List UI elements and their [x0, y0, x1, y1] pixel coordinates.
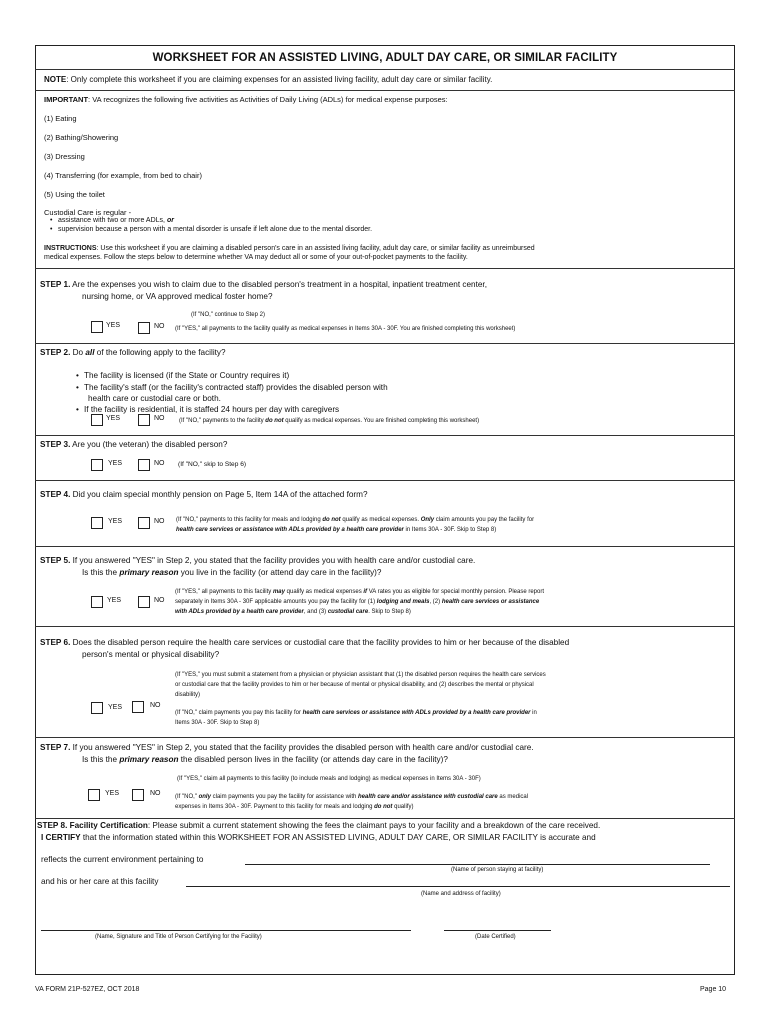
instructions-text: medical expenses. Follow the steps below to determine whether VA may deduct all or some of your out-of-pocket payments to the facility.	[44, 254, 468, 261]
divider	[35, 268, 735, 269]
step5-yes-instruction: (If "YES," all payments to this facility may qualify as medical expenses if VA rates you as eligible for special monthly pension. Please report	[175, 589, 545, 595]
custodial-item: • assistance with two or more ADLs, or	[50, 217, 174, 224]
step3-question: STEP 3. Are you (the veteran) the disabled person?	[40, 440, 228, 449]
step4-no-checkbox[interactable]	[138, 517, 150, 529]
step2-bullet: • The facility is licensed (if the State or Country requires it)	[76, 371, 290, 380]
step7-no-checkbox[interactable]	[132, 789, 144, 801]
step5-yes-checkbox[interactable]	[91, 596, 103, 608]
yes-label: YES	[108, 460, 123, 467]
divider	[35, 737, 735, 738]
step7-question: STEP 7. If you answered "YES" in Step 2, you stated that the facility provides the disabled person with health care and/or custodial care.	[40, 743, 534, 752]
divider	[35, 435, 735, 436]
no-label: NO	[154, 415, 165, 422]
yes-label: YES	[107, 597, 122, 604]
step4-no-instruction: health care services or assistance with ADLs provided by a health care provider in Items 30A - 30F. Skip to Step 8)	[176, 527, 497, 533]
step6-question: STEP 6. Does the disabled person require the health care services or custodial care that the facility provides to him or her because of the disabled	[40, 638, 570, 647]
certifier-caption: (Name, Signature and Title of Person Certifying for the Facility)	[95, 934, 262, 940]
step5-question: Is this the primary reason you live in the facility (or attend day care in the facility)?	[82, 568, 382, 577]
step1-yes-instruction: (If "YES," all payments to the facility qualify as medical expenses in Items 30A - 30F. You are finished completing this worksheet)	[175, 326, 516, 332]
facility-name-caption: (Name and address of facility)	[421, 891, 501, 897]
worksheet-title: WORKSHEET FOR AN ASSISTED LIVING, ADULT DAY CARE, OR SIMILAR FACILITY	[152, 52, 618, 64]
step6-question: person's mental or physical disability?	[82, 650, 220, 659]
yes-label: YES	[105, 790, 120, 797]
step7-no-instruction: (If "NO," only claim payments you pay the facility for assistance with health care and/or assistance with custodial care as medical	[175, 794, 529, 800]
step1-question: STEP 1. Are the expenses you wish to claim due to the disabled person's treatment in a hospital, inpatient treatment center,	[40, 280, 487, 289]
step6-no-instruction: (If "NO," claim payments you pay this facility for health care services or assistance with ADLs provided by a health care provider in	[175, 710, 537, 716]
divider	[35, 546, 735, 547]
step4-no-instruction: (If "NO," payments to this facility for meals and lodging do not qualify as medical expenses. Only claim amounts you pay the facility for	[176, 517, 535, 523]
custodial-item: • supervision because a person with a mental disorder is unsafe if left alone due to the mental disorder.	[50, 226, 373, 233]
divider	[35, 343, 735, 344]
step8-reflects: reflects the current environment pertaining to	[41, 855, 204, 864]
page-number: Page 10	[700, 986, 727, 993]
divider	[35, 90, 735, 91]
step2-bullet: health care or custodial care or both.	[88, 394, 221, 403]
step2-question: STEP 2. Do all of the following apply to the facility?	[40, 348, 226, 357]
step1-yes-checkbox[interactable]	[91, 321, 103, 333]
note-text: NOTE: Only complete this worksheet if you are claiming expenses for an assisted living facility, adult day care or similar facility.	[44, 75, 493, 84]
date-certified-field[interactable]	[444, 930, 551, 931]
adl-item: (3) Dressing	[44, 152, 85, 161]
instructions-text: INSTRUCTIONS: Use this worksheet if you are claiming a disabled person's care in an assisted living facility, adult day care, or similar facility as unreimbursed	[44, 245, 535, 252]
step4-question: STEP 4. Did you claim special monthly pension on Page 5, Item 14A of the attached form?	[40, 490, 368, 499]
no-label: NO	[154, 597, 165, 604]
step7-yes-instruction: (If "YES," claim all payments to this facility (to include meals and lodging) as medical expenses in Items 30A - 30F)	[177, 776, 481, 782]
step4-yes-checkbox[interactable]	[91, 517, 103, 529]
step2-bullet: • If the facility is residential, it is staffed 24 hours per day with caregivers	[76, 405, 340, 414]
divider	[35, 69, 735, 70]
divider	[35, 818, 735, 819]
step6-no-checkbox[interactable]	[132, 701, 144, 713]
step6-yes-instruction: disability)	[175, 692, 201, 698]
step1-no-checkbox[interactable]	[138, 322, 150, 334]
adl-item: (4) Transferring (for example, from bed to chair)	[44, 171, 202, 180]
step8-certify: I CERTIFY that the information stated within this WORKSHEET FOR AN ASSISTED LIVING, ADULT DAY CARE, OR SIMILAR FACILITY is accurate and	[41, 833, 596, 842]
yes-label: YES	[108, 704, 123, 711]
no-label: NO	[150, 702, 161, 709]
step2-no-instruction: (If "NO," payments to the facility do not qualify as medical expenses. You are finished completing this worksheet)	[179, 418, 480, 424]
adl-item: (5) Using the toilet	[44, 190, 105, 199]
step7-yes-checkbox[interactable]	[88, 789, 100, 801]
step2-no-checkbox[interactable]	[138, 414, 150, 426]
divider	[35, 626, 735, 627]
step5-yes-instruction: with ADLs provided by a health care provider, and (3) custodial care. Skip to Step 8)	[175, 609, 411, 615]
step7-no-instruction: expenses in Items 30A - 30F. Payment to this facility for meals and lodging do not qualify)	[175, 804, 414, 810]
yes-label: YES	[106, 415, 121, 422]
yes-label: YES	[108, 518, 123, 525]
step6-yes-checkbox[interactable]	[91, 702, 103, 714]
adl-item: (2) Bathing/Showering	[44, 133, 119, 142]
step5-yes-instruction: separately in Items 30A - 30F applicable amounts you pay the facility for (1) lodging and meals, (2) health care services or assistance	[175, 599, 540, 605]
step3-yes-checkbox[interactable]	[91, 459, 103, 471]
form-number: VA FORM 21P-527EZ, OCT 2018	[35, 986, 140, 993]
step8-facility: and his or her care at this facility	[41, 877, 159, 886]
step7-question: Is this the primary reason the disabled person lives in the facility (or attends day care in the facility)?	[82, 755, 448, 764]
no-label: NO	[154, 323, 165, 330]
step1-no-instruction: (If "NO," continue to Step 2)	[191, 312, 265, 318]
yes-label: YES	[106, 322, 121, 329]
step3-no-instruction: (If "NO," skip to Step 6)	[178, 461, 247, 468]
certifier-signature-field[interactable]	[41, 930, 411, 931]
no-label: NO	[154, 460, 165, 467]
adl-item: (1) Eating	[44, 114, 77, 123]
person-name-caption: (Name of person staying at facility)	[451, 867, 544, 873]
step6-yes-instruction: (If "YES," you must submit a statement from a physician or physician assistant that (1) the disabled person requires the health care services	[175, 672, 546, 678]
step1-question: nursing home, or VA approved medical foster home?	[82, 292, 273, 301]
person-name-field[interactable]	[245, 864, 710, 865]
step6-no-instruction: Items 30A - 30F. Skip to Step 8)	[175, 720, 260, 726]
step5-no-checkbox[interactable]	[138, 596, 150, 608]
no-label: NO	[154, 518, 165, 525]
step6-yes-instruction: or custodial care that the facility provides to him or her because of mental or physical disability, and (2) describes the mental or physical	[175, 682, 534, 688]
important-text: IMPORTANT: VA recognizes the following five activities as Activities of Daily Living (ADLs) for medical expense purposes:	[44, 95, 448, 104]
step8-heading: STEP 8. Facility Certification: Please submit a current statement showing the fees the claimant pays to your facility and a breakdown of the care received.	[37, 821, 601, 830]
step2-bullet: • The facility's staff (or the facility's contracted staff) provides the disabled person with	[76, 383, 388, 392]
step5-question: STEP 5. If you answered "YES" in Step 2, you stated that the facility provides you with health care and/or custodial care.	[40, 556, 476, 565]
no-label: NO	[150, 790, 161, 797]
divider	[35, 480, 735, 481]
step2-yes-checkbox[interactable]	[91, 414, 103, 426]
step3-no-checkbox[interactable]	[138, 459, 150, 471]
date-caption: (Date Certified)	[475, 934, 516, 940]
facility-name-field[interactable]	[186, 886, 730, 887]
custodial-heading: Custodial Care is regular -	[44, 208, 132, 217]
